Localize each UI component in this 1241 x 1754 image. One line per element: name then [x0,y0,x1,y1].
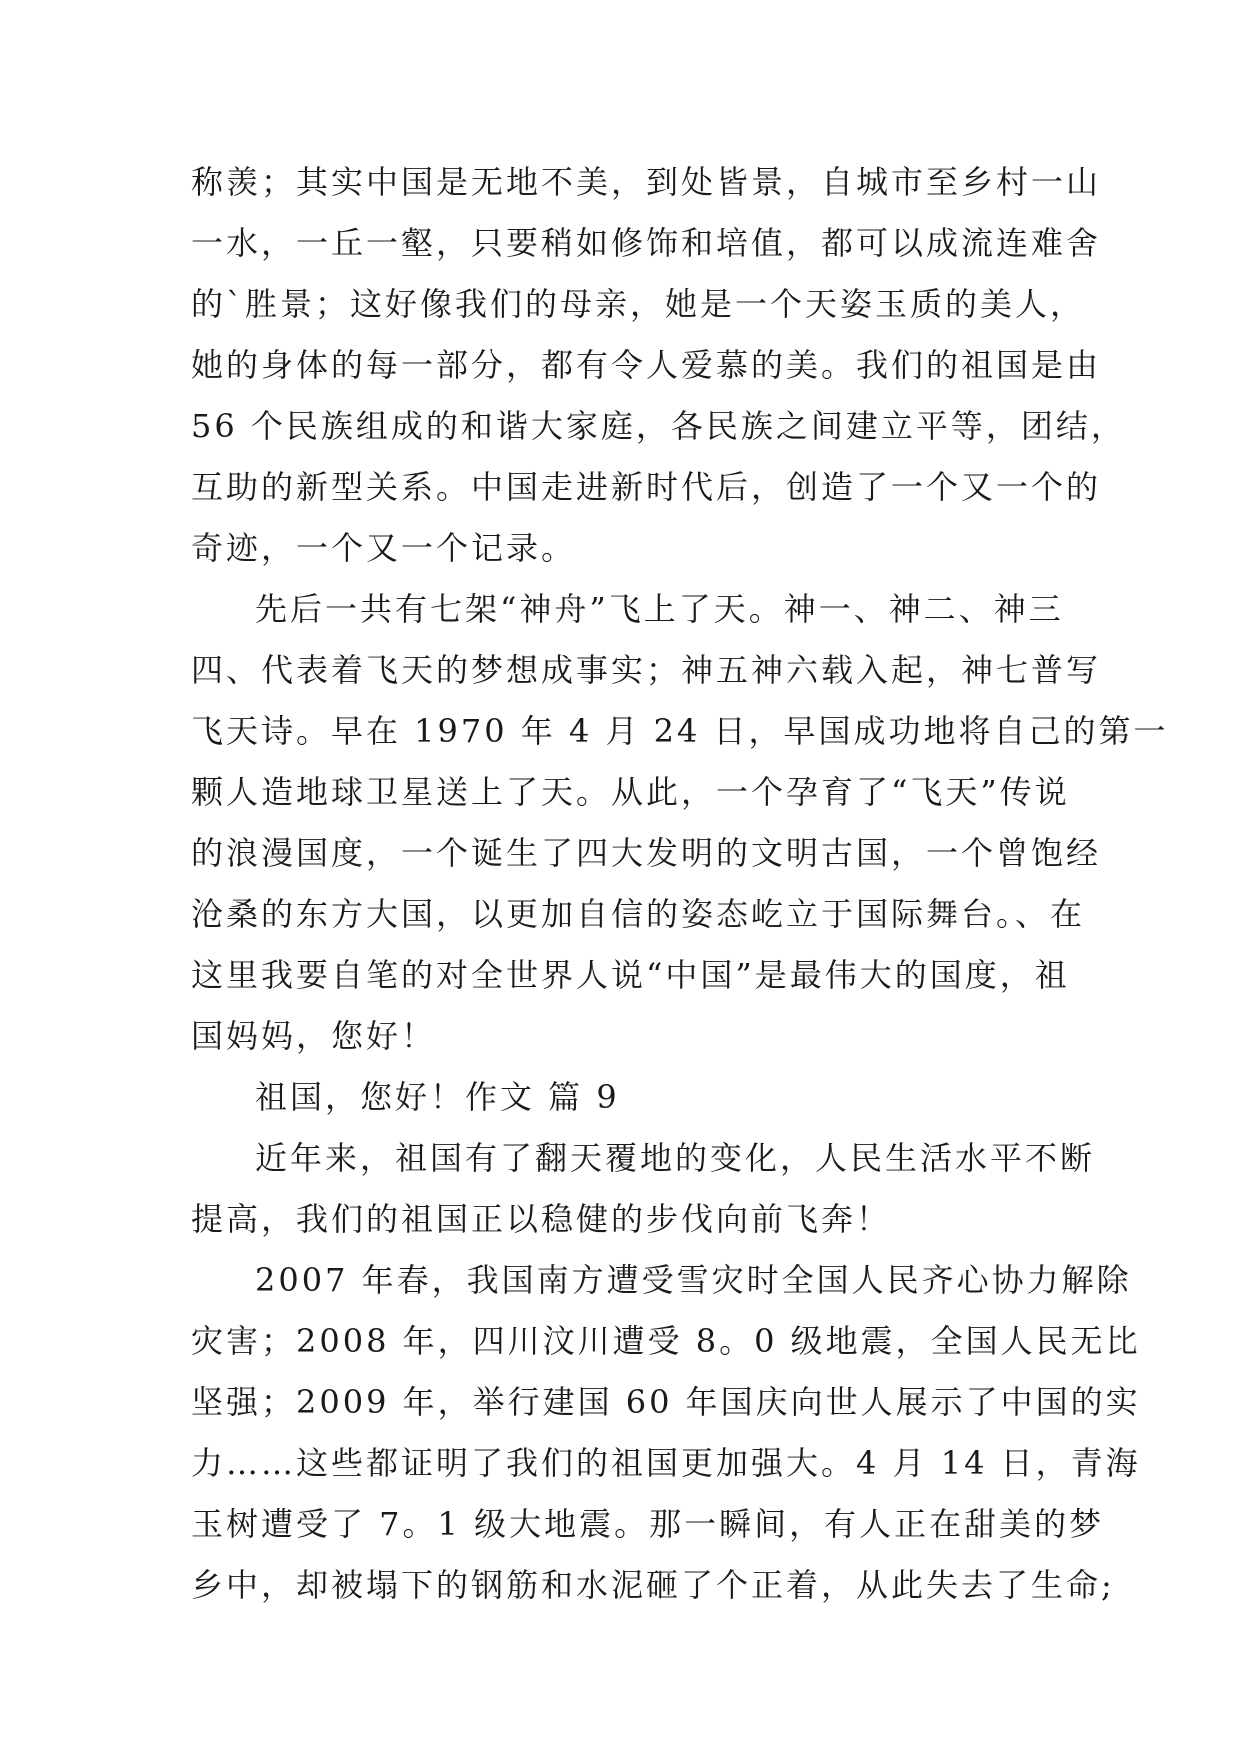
text-line: 的浪漫国度，一个诞生了四大发明的文明古国，一个曾饱经 [191,834,1102,872]
text-line: 互助的新型关系。中国走进新时代后，创造了一个又一个的 [191,468,1102,506]
text-line: 提高，我们的祖国正以稳健的步伐向前飞奔！ [191,1200,892,1238]
essay-body [191,152,1169,1616]
text-line: 飞天诗。早在 1970 年 4 月 24 日，早国成功地将自己的第一 [191,712,1169,750]
text-line: 的`胜景；这好像我们的母亲，她是一个天姿玉质的美人， [191,285,1086,323]
text-line: 一水，一丘一壑，只要稍如修饰和培值，都可以成流连难舍 [191,224,1102,262]
text-line: 国妈妈，您好！ [191,1017,437,1055]
text-line: 力……这些都证明了我们的祖国更加强大。4 月 14 日，青海 [191,1444,1141,1482]
text-line: 玉树遭受了 7。1 级大地震。那一瞬间，有人正在甜美的梦 [191,1505,1105,1543]
text-line: 坚强；2009 年，举行建国 60 年国庆向世人展示了中国的实 [191,1383,1141,1421]
text-line: 四、代表着飞天的梦想成事实；神五神六载入起，神七普写 [191,651,1102,689]
text-line: 近年来，祖国有了翻天覆地的变化，人民生活水平不断 [255,1139,1096,1177]
text-line: 奇迹，一个又一个记录。 [191,529,577,567]
text-line: 2007 年春，我国南方遭受雪灾时全国人民齐心协力解除 [255,1261,1132,1299]
text-line: 先后一共有七架“神舟”飞上了天。神一、神二、神三 [255,590,1064,628]
text-line: 颗人造地球卫星送上了天。从此，一个孕育了“飞天”传说 [191,773,1070,811]
text-line: 56 个民族组成的和谐大家庭，各民族之间建立平等，团结， [191,407,1126,445]
text-line: 称羡；其实中国是无地不美，到处皆景，自城市至乡村一山 [191,163,1102,201]
text-line: 这里我要自笔的对全世界人说“中国”是最伟大的国度，祖 [191,956,1070,994]
text-line: 乡中，却被塌下的钢筋和水泥砸了个正着，从此失去了生命; [191,1566,1115,1604]
text-line: 祖国，您好！作文 篇 9 [255,1078,620,1116]
text-line: 灾害；2008 年，四川汶川遭受 8。0 级地震，全国人民无比 [191,1322,1141,1360]
text-line: 她的身体的每一部分，都有令人爱慕的美。我们的祖国是由 [191,346,1102,384]
text-line: 沧桑的东方大国，以更加自信的姿态屹立于国际舞台。、在 [191,895,1086,933]
